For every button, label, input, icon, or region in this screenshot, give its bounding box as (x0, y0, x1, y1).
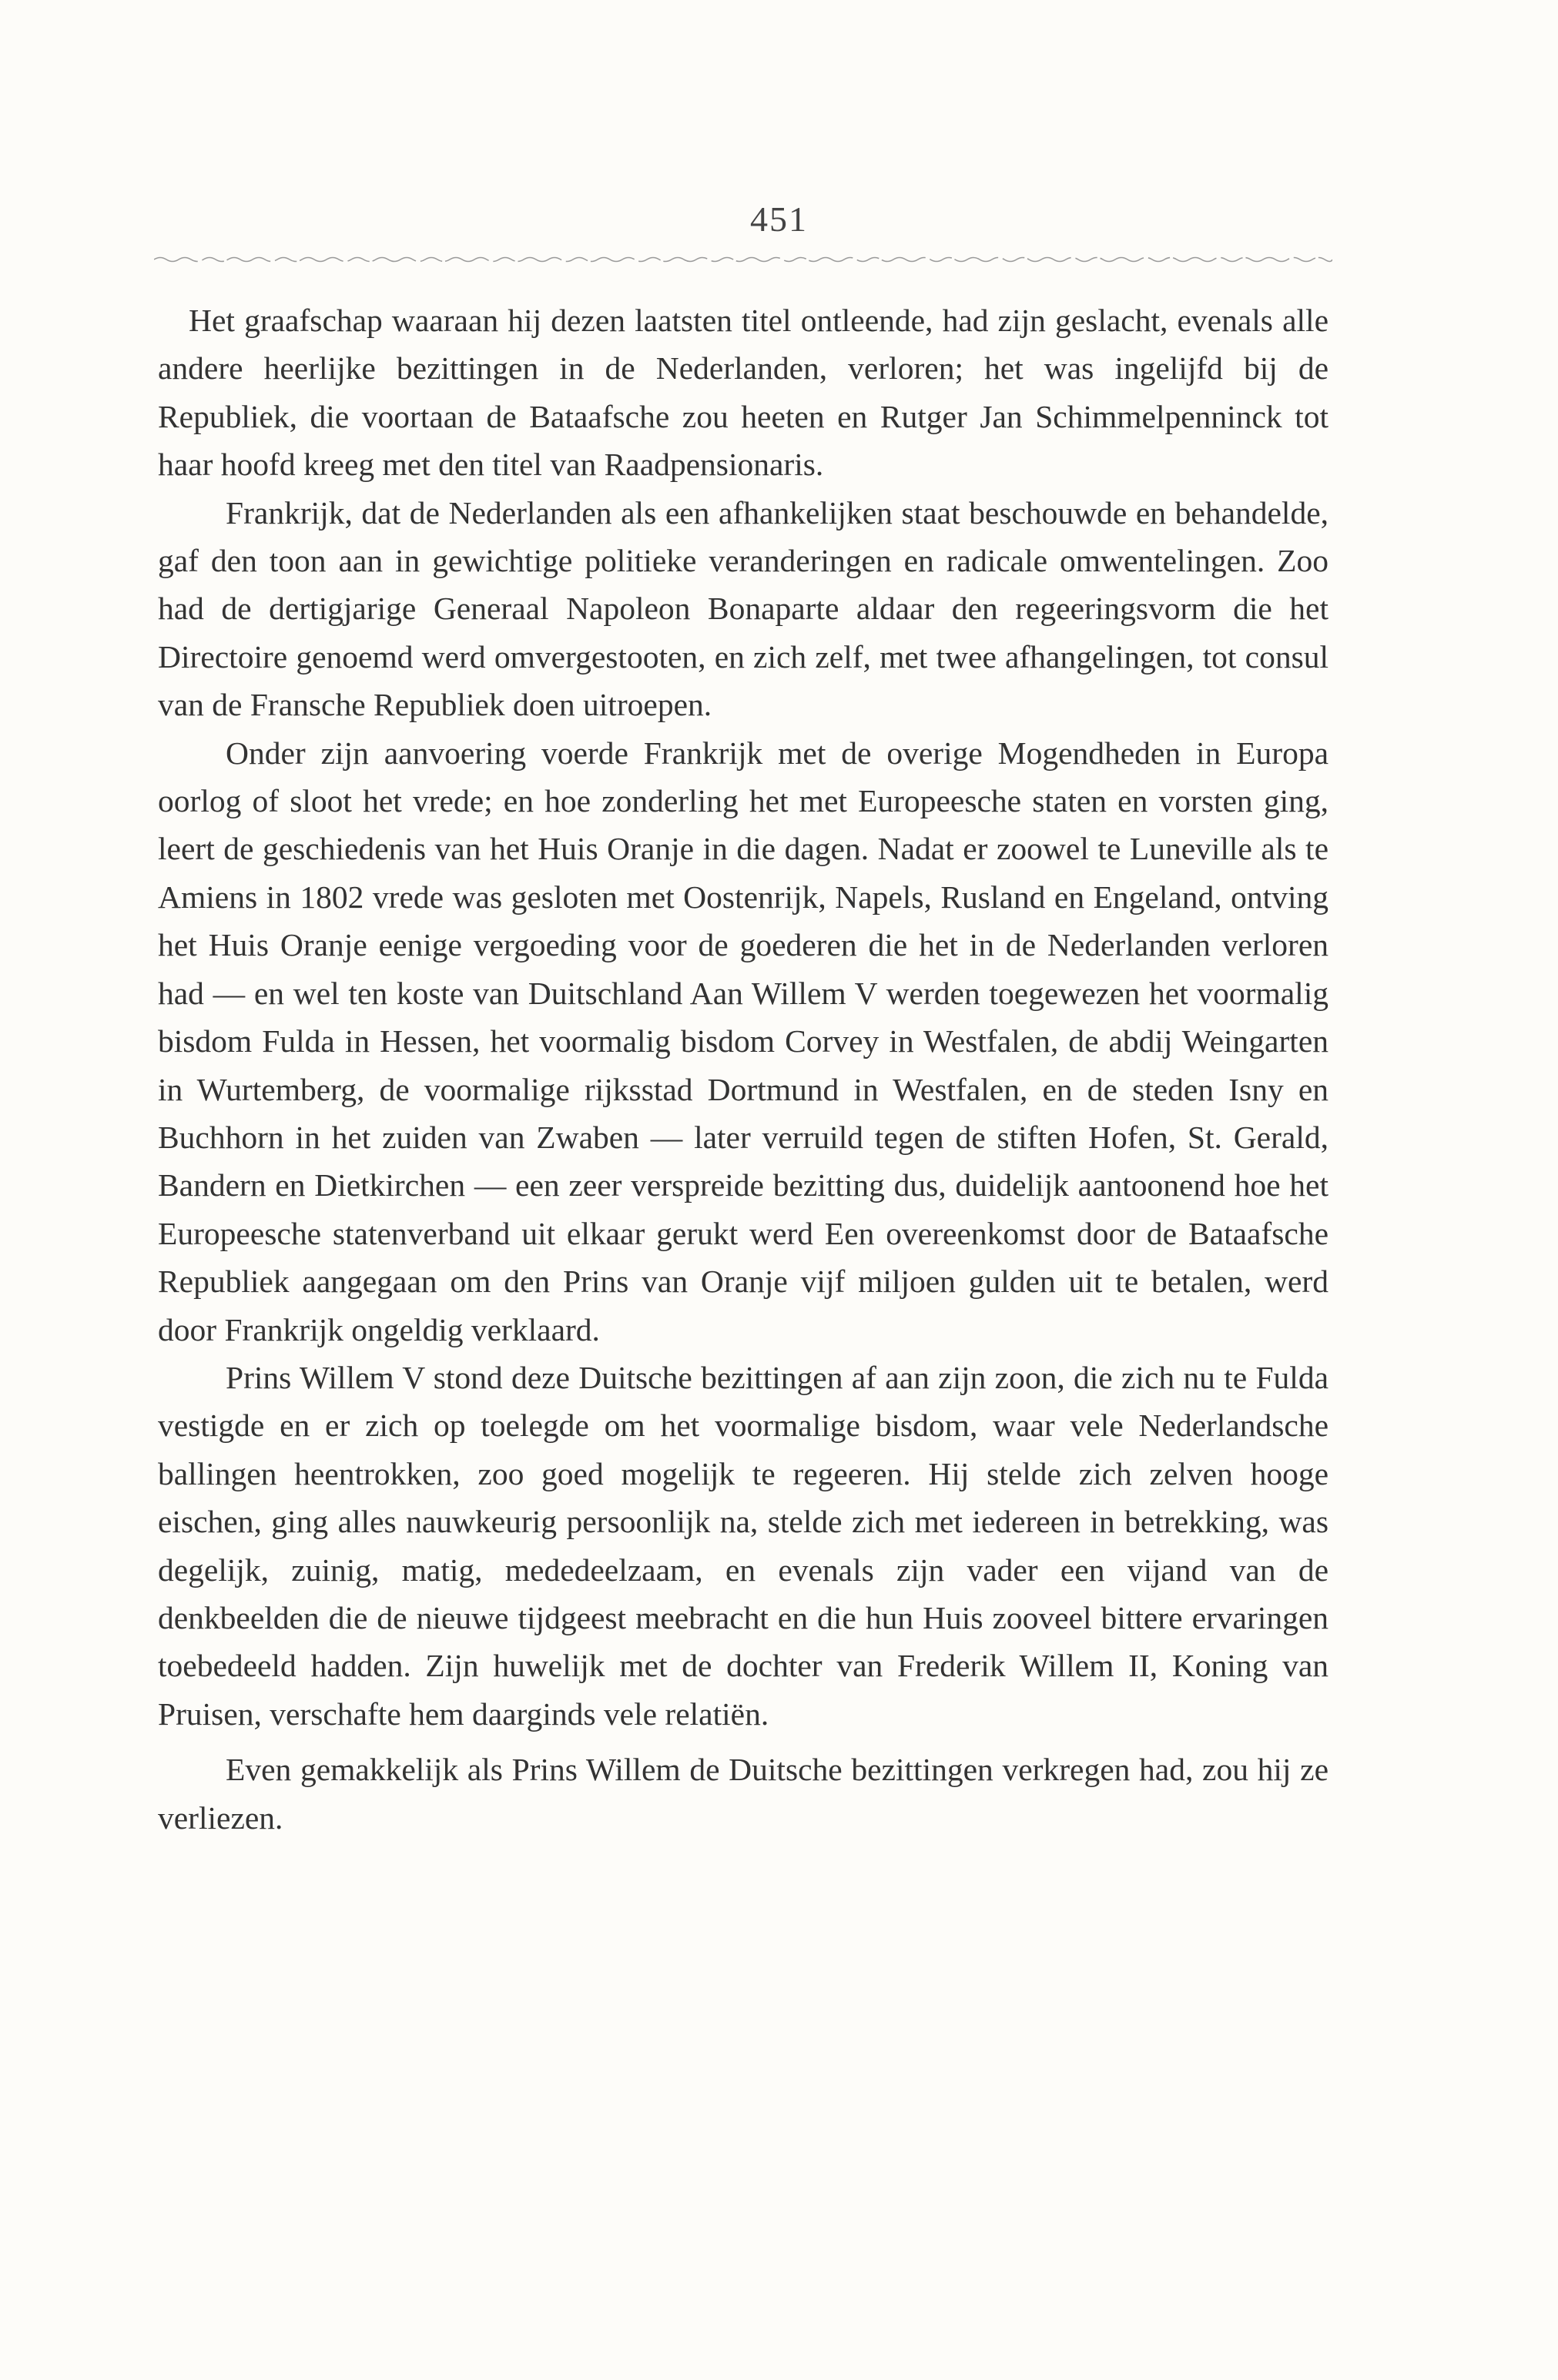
paragraph: Even gemakkelijk als Prins Willem de Duitsche bezittingen verkregen had, zou hij ze verliezen. (158, 1752, 1328, 1836)
paragraph: Frankrijk, dat de Nederlanden als een afhankelijken staat beschouwde en behandelde, gaf den toon aan in gewichtige politieke veranderingen en radicale omwentelingen. Zoo had de dertigjarige Generaal Napoleon Bonaparte aldaar den regeeringsvorm die het Directoire genoemd werd omvergestooten, en zich zelf, met twee afhangelingen, tot consul van de Fransche Republiek doen uitroepen. (158, 494, 1328, 723)
wavy-header-rule (154, 254, 1332, 265)
paragraph: Onder zijn aanvoering voerde Frankrijk met de overige Mogendheden in Europa oorlog of sloot het vrede; en hoe zonderling het met Europeesche staten en vorsten ging, leert de geschiedenis van het Huis Oranje in die dagen. Nadat er zoowel te Luneville als te Amiens in 1802 vrede was gesloten met Oostenrijk, Napels, Rusland en Engeland, ontving het Huis Oranje eenige vergoeding voor de goederen die het in de Nederlanden verloren had — en wel ten koste van Duitschland Aan Willem V werden toegewezen het voormalig bisdom Fulda in Hessen, het voormalig bisdom Corvey in Westfalen, de abdij Weingarten in Wurtemberg, de voormalige rijksstad Dortmund in Westfalen, en de steden Isny en Buchhorn in het zuiden van Zwaben — later verruild tegen de stiften Hofen, St. Gerald, Bandern en Dietkirchen — een zeer verspreide bezitting dus, duidelijk aantoonend hoe het Europeesche statenverband uit elkaar gerukt werd Een overeenkomst door de Bataafsche Republiek aangegaan om den Prins van Oranje vijf miljoen gulden uit te betalen, werd door Frankrijk ongeldig verklaard. (158, 735, 1328, 1347)
body-text (158, 296, 1328, 1842)
paragraph: Prins Willem V stond deze Duitsche bezittingen af aan zijn zoon, die zich nu te Fulda vestigde en er zich op toelegde om het voormalige bisdom, waar vele Nederlandsche ballingen heentrokken, zoo goed mogelijk te regeeren. Hij stelde zich zelven hooge eischen, ging alles nauwkeurig persoonlijk na, stelde zich met iedereen in betrekking, was degelijk, zuinig, matig, mededeelzaam, en evenals zijn vader een vijand van de denkbeelden die de nieuwe tijdgeest meebracht en die hun Huis zooveel bittere ervaringen toebedeeld hadden. Zijn huwelijk met de dochter van Frederik Willem II, Koning van Pruisen, verschafte hem daarginds vele relatiën. (158, 1359, 1328, 1732)
paragraph: Het graafschap waaraan hij dezen laatsten titel ontleende, had zijn geslacht, evenals alle andere heerlijke bezittingen in de Nederlanden, verloren; het was ingelijfd bij de Republiek, die voortaan de Bataafsche zou heeten en Rutger Jan Schimmelpenninck tot haar hoofd kreeg met den titel van Raadpensionaris. (158, 303, 1328, 483)
page-number: 451 (750, 199, 808, 239)
